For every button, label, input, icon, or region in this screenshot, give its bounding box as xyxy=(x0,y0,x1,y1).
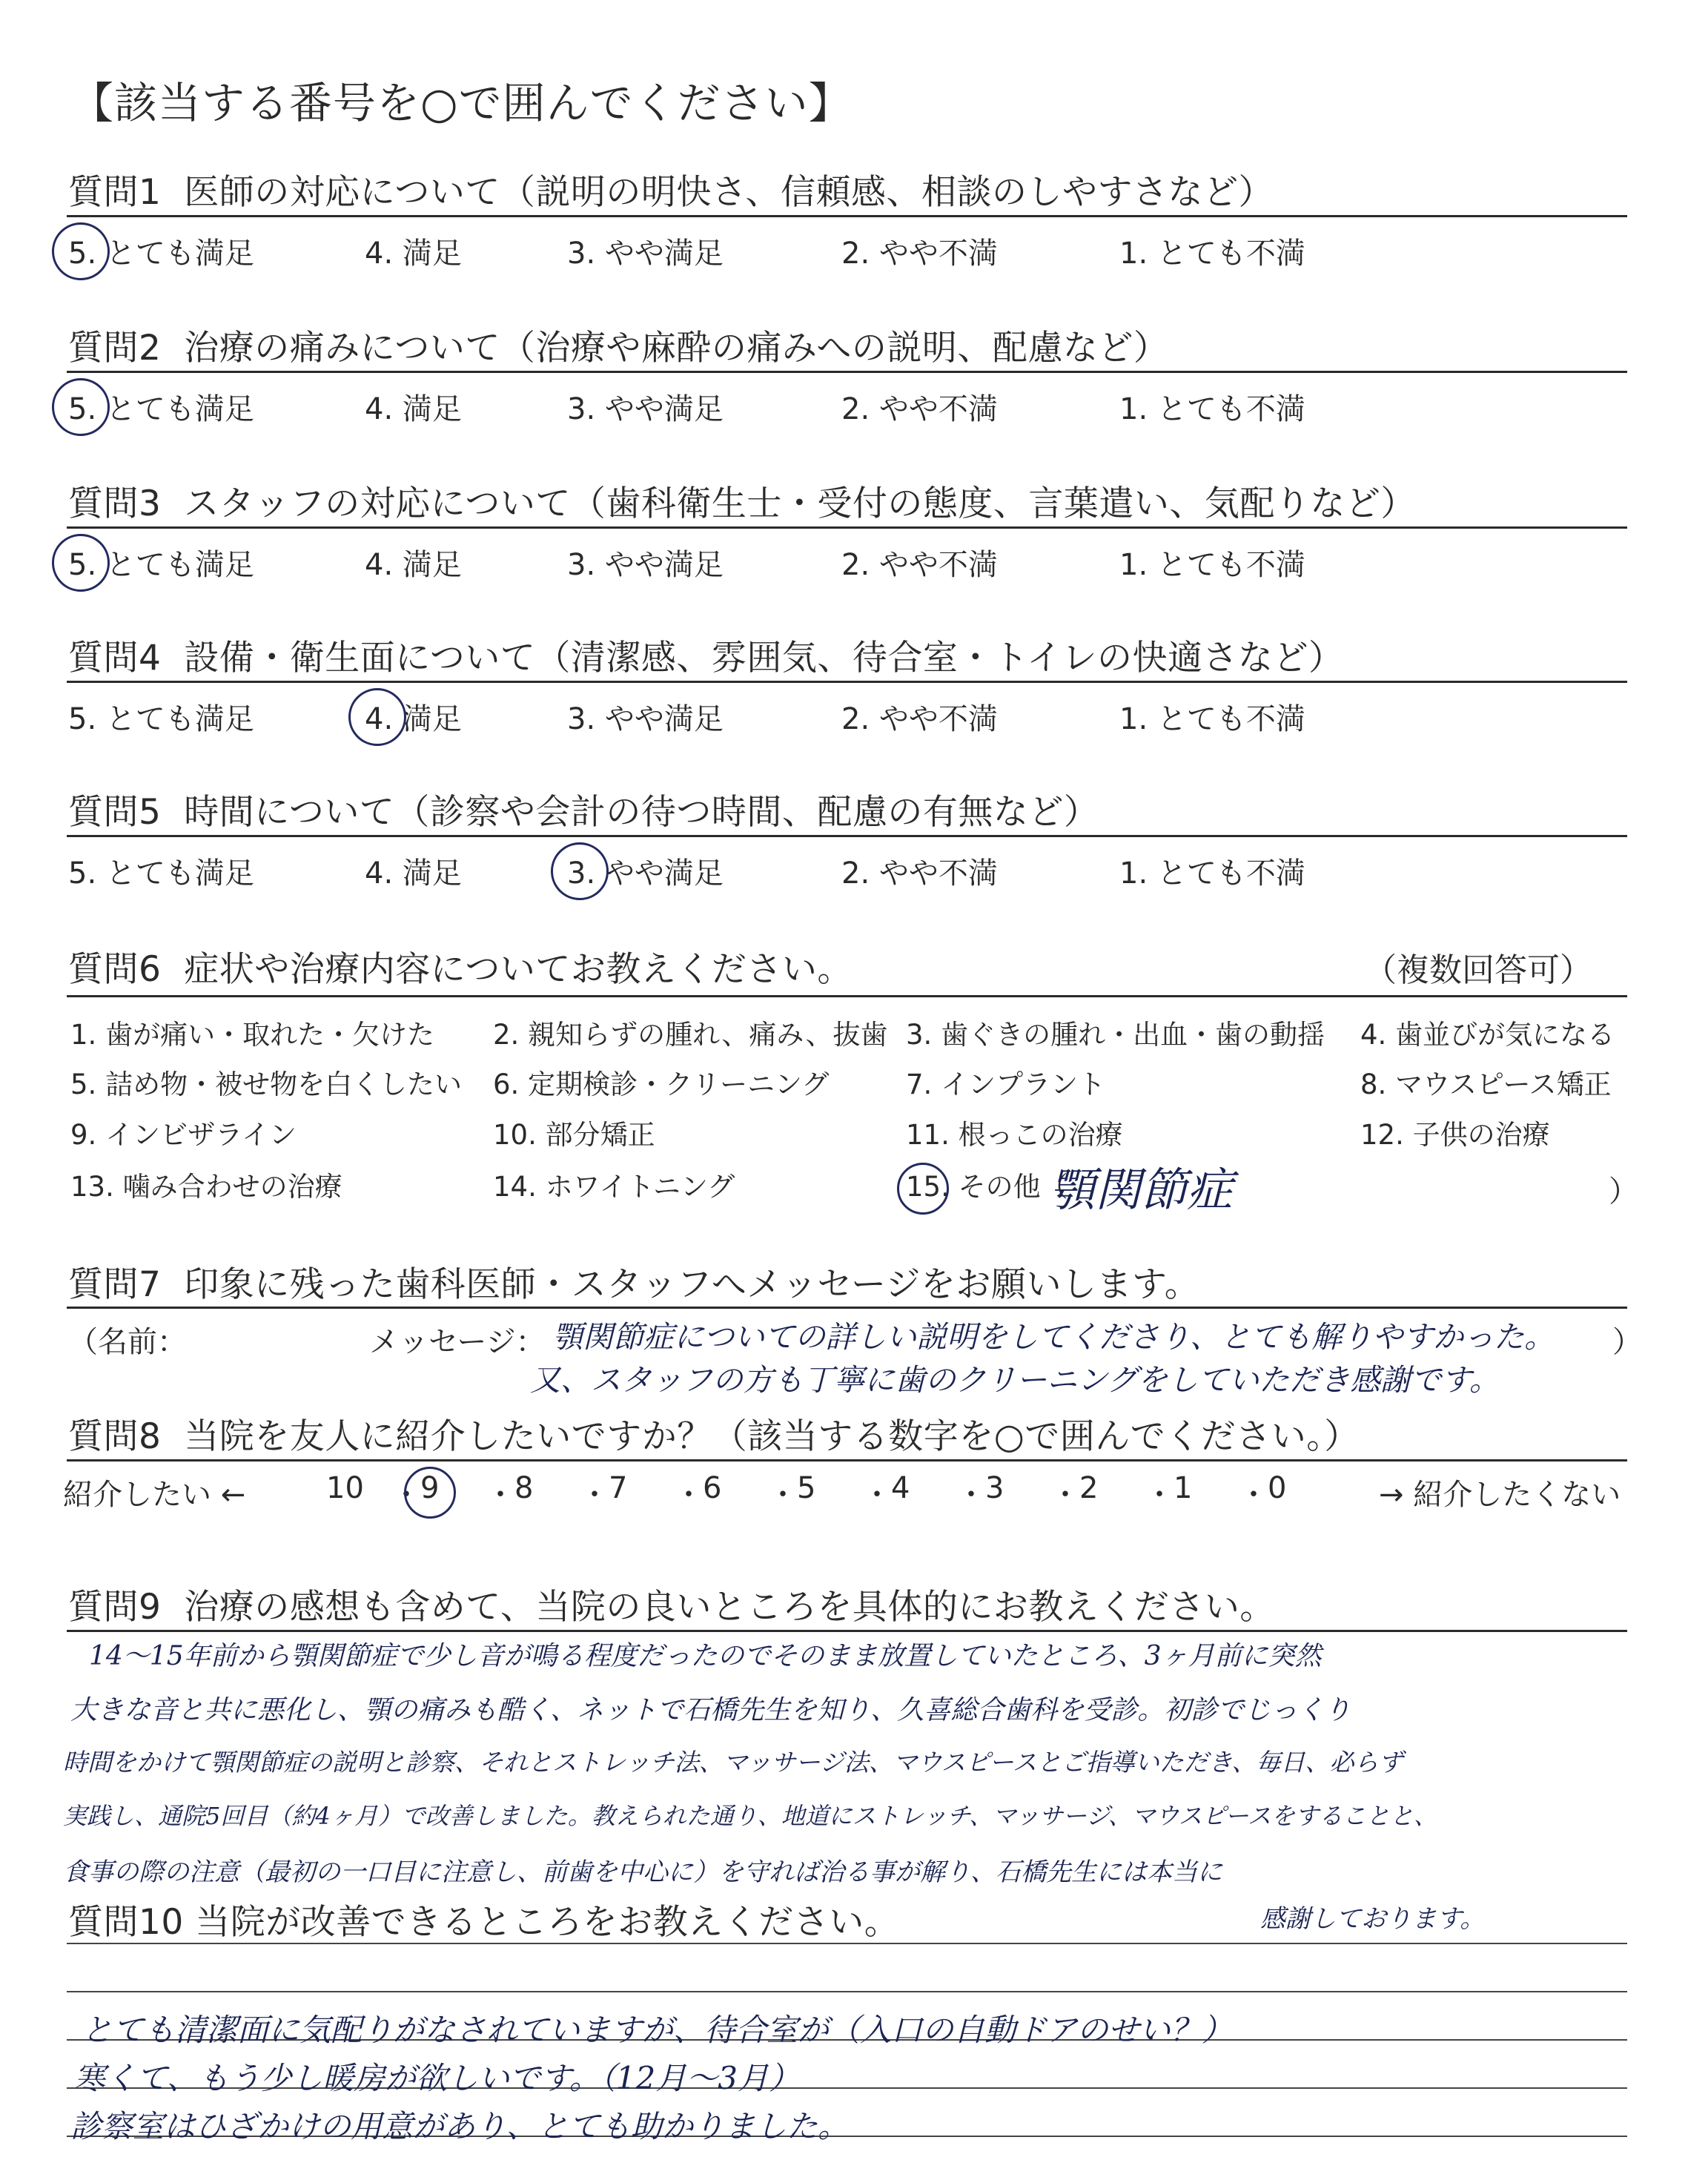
q6-heading xyxy=(68,942,853,991)
q8-scale-9[interactable]: 9 xyxy=(420,1471,440,1505)
q8-separator-dot: ・ xyxy=(1239,1478,1268,1512)
q7-message-line2: 又、スタッフの方も丁寧に歯のクリーニングをしていただき感謝です。 xyxy=(530,1362,1500,1398)
q6-option-7[interactable]: 7. インプラント xyxy=(906,1069,1106,1100)
q8-scale-5[interactable]: 5 xyxy=(797,1471,816,1505)
q7-label: 質問7 xyxy=(68,1264,162,1305)
q6-option-11[interactable]: 11. 根っこの治療 xyxy=(906,1119,1123,1151)
q10-text: 当院が改善できるところをお教えください。 xyxy=(195,1902,900,1943)
q2-option-1[interactable]: 1. とても不満 xyxy=(1119,392,1305,426)
q8-scale-4[interactable]: 4 xyxy=(891,1471,910,1505)
q7-rule xyxy=(67,1307,1627,1309)
q7-text: 印象に残った歯科医師・スタッフへメッセージをお願いします。 xyxy=(184,1264,1200,1305)
q10-rule-2 xyxy=(67,1991,1627,1992)
q8-separator-dot: ・ xyxy=(486,1478,515,1512)
q8-separator-dot: ・ xyxy=(956,1478,986,1512)
q1-selection-circle xyxy=(52,222,110,280)
q2-heading xyxy=(68,320,1168,370)
q3-label: 質問3 xyxy=(68,483,162,524)
q3-heading xyxy=(68,476,1416,526)
q5-selection-circle xyxy=(551,842,609,900)
q10-line-2: 寒くて、もう少し暖房が欲しいです。（12月〜3月） xyxy=(74,2060,800,2096)
q6-selection-circle xyxy=(897,1163,949,1215)
q9-label: 質問9 xyxy=(68,1587,162,1628)
q9-heading xyxy=(68,1579,1275,1629)
q8-separator-dot: ・ xyxy=(768,1478,798,1512)
q8-scale-10[interactable]: 10 xyxy=(326,1471,364,1505)
q10-heading xyxy=(68,1895,899,1944)
q10-rule-1 xyxy=(67,1943,1627,1944)
q5-option-3[interactable]: 3. やや満足 xyxy=(567,856,724,891)
q6-option-3[interactable]: 3. 歯ぐきの腫れ・出血・歯の動揺 xyxy=(906,1019,1325,1051)
q4-label: 質問4 xyxy=(68,638,162,678)
q8-separator-dot: ・ xyxy=(862,1478,892,1512)
q6-option-14[interactable]: 14. ホワイトニング xyxy=(493,1171,735,1203)
q3-selection-circle xyxy=(52,534,110,592)
q1-option-2[interactable]: 2. やや不満 xyxy=(841,237,998,271)
q5-option-2[interactable]: 2. やや不満 xyxy=(841,856,998,891)
q2-selection-circle xyxy=(52,378,110,436)
q6-option-1[interactable]: 1. 歯が痛い・取れた・欠けた xyxy=(70,1019,435,1051)
q4-selection-circle xyxy=(348,688,406,746)
q10-line-1: とても清潔面に気配りがなされていますが、待合室が（入口の自動ドアのせい？） xyxy=(82,2012,1233,2048)
q3-option-4[interactable]: 4. 満足 xyxy=(365,548,462,582)
q4-option-2[interactable]: 2. やや不満 xyxy=(841,702,998,736)
q2-rule xyxy=(67,371,1627,373)
q6-option-15[interactable]: 15. その他（ xyxy=(906,1171,1068,1203)
q8-scale-6[interactable]: 6 xyxy=(703,1471,722,1505)
q2-text: 治療の痛みについて（治療や麻酔の痛みへの説明、配慮など） xyxy=(184,328,1169,369)
q6-option-12[interactable]: 12. 子供の治療 xyxy=(1360,1119,1550,1151)
q8-heading xyxy=(68,1409,1360,1459)
q8-scale-0[interactable]: 0 xyxy=(1268,1471,1287,1505)
q8-label: 質問8 xyxy=(68,1416,162,1457)
q8-separator-dot: ・ xyxy=(674,1478,704,1512)
q2-option-5[interactable]: 5. とても満足 xyxy=(68,392,254,426)
q9-line-2: 大きな音と共に悪化し、顎の痛みも酷く、ネットで石橋先生を知り、久喜総合歯科を受診。初診でじっくり xyxy=(70,1695,1351,1725)
q8-text: 当院を友人に紹介したいですか？（該当する数字を○で囲んでください。） xyxy=(184,1416,1360,1457)
q1-rule xyxy=(67,215,1627,217)
q9-line-4: 実践し、通院5回目（約4ヶ月）で改善しました。教えられた通り、地道にストレッチ、マッサージ、マウスピースをすることと、 xyxy=(63,1802,1437,1830)
q10-line-3: 診察室はひざかけの用意があり、とても助かりました。 xyxy=(70,2108,850,2144)
q8-selection-circle xyxy=(404,1467,456,1519)
q9-rule xyxy=(67,1630,1627,1632)
q6-text: 症状や治療内容についてお教えください。 xyxy=(184,949,853,990)
q4-option-3[interactable]: 3. やや満足 xyxy=(567,702,724,736)
q6-rule xyxy=(67,995,1627,997)
q8-rule xyxy=(67,1459,1627,1462)
q9-line-6: 感謝しております。 xyxy=(1260,1904,1486,1934)
q2-label: 質問2 xyxy=(68,328,162,369)
q9-text: 治療の感想も含めて、当院の良いところを具体的にお教えください。 xyxy=(184,1587,1275,1628)
q8-scale-1[interactable]: 1 xyxy=(1174,1471,1193,1505)
q4-option-5[interactable]: 5. とても満足 xyxy=(68,702,254,736)
q4-rule xyxy=(67,681,1627,683)
q2-option-2[interactable]: 2. やや不満 xyxy=(841,392,998,426)
q5-rule xyxy=(67,835,1627,837)
q5-option-4[interactable]: 4. 満足 xyxy=(365,856,462,891)
q7-message-line1: 顎関節症についての詳しい説明をしてくださり、とても解りやすかった。 xyxy=(552,1319,1555,1355)
q3-option-5[interactable]: 5. とても満足 xyxy=(68,548,254,582)
q5-option-5[interactable]: 5. とても満足 xyxy=(68,856,254,891)
q1-option-3[interactable]: 3. やや満足 xyxy=(567,237,724,271)
q8-separator-dot: ・ xyxy=(391,1478,421,1512)
q7-name-label: （名前： xyxy=(68,1325,187,1359)
q7-message-label: メッセージ： xyxy=(369,1325,546,1359)
q6-option-5[interactable]: 5. 詰め物・被せ物を白くしたい xyxy=(70,1069,463,1100)
q6-option-4[interactable]: 4. 歯並びが気になる xyxy=(1360,1019,1615,1051)
q4-heading xyxy=(68,630,1344,680)
q8-scale-8[interactable]: 8 xyxy=(514,1471,534,1505)
q6-option-6[interactable]: 6. 定期検診・クリーニング xyxy=(493,1069,830,1100)
q1-option-5[interactable]: 5. とても満足 xyxy=(68,237,254,271)
q9-line-1: 14〜15年前から顎関節症で少し音が鳴る程度だったのでそのまま放置していたところ、3ヶ月前に突然 xyxy=(89,1641,1322,1671)
q5-heading xyxy=(68,785,1099,834)
q6-close-paren: ） xyxy=(1609,1175,1638,1209)
q3-option-3[interactable]: 3. やや満足 xyxy=(567,548,724,582)
q8-scale-2[interactable]: 2 xyxy=(1079,1471,1099,1505)
q7-heading xyxy=(68,1257,1199,1307)
q10-label: 質問10 xyxy=(68,1902,184,1943)
q8-right-label: → 紹介したくない xyxy=(1379,1478,1621,1512)
q7-close-paren: ） xyxy=(1612,1325,1642,1359)
q8-scale-7[interactable]: 7 xyxy=(609,1471,628,1505)
page-title: 【該当する番号を○で囲んでください】 xyxy=(70,78,853,128)
q6-label: 質問6 xyxy=(68,949,162,990)
q3-rule xyxy=(67,526,1627,529)
q6-option-13[interactable]: 13. 噛み合わせの治療 xyxy=(70,1171,342,1203)
q3-text: スタッフの対応について（歯科衛生士・受付の態度、言葉遣い、気配りなど） xyxy=(184,483,1416,524)
q2-option-3[interactable]: 3. やや満足 xyxy=(567,392,724,426)
q5-option-1[interactable]: 1. とても不満 xyxy=(1119,856,1305,891)
q8-left-label: 紹介したい ← xyxy=(63,1478,246,1512)
q4-option-1[interactable]: 1. とても不満 xyxy=(1119,702,1305,736)
q6-option-8[interactable]: 8. マウスピース矯正 xyxy=(1360,1069,1612,1100)
q9-line-3: 時間をかけて顎関節症の説明と診察、それとストレッチ法、マッサージ法、マウスピースとご指導いただき、毎日、必らず xyxy=(63,1748,1403,1777)
q8-separator-dot: ・ xyxy=(580,1478,609,1512)
q1-option-1[interactable]: 1. とても不満 xyxy=(1119,237,1305,271)
q1-text: 医師の対応について（説明の明快さ、信頼感、相談のしやすさなど） xyxy=(184,172,1274,213)
q1-option-4[interactable]: 4. 満足 xyxy=(365,237,462,271)
q8-scale-3[interactable]: 3 xyxy=(985,1471,1004,1505)
q9-line-5: 食事の際の注意（最初の一口目に注意し、前歯を中心に）を守れば治る事が解り、石橋先生には本当に xyxy=(63,1857,1222,1887)
q6-other-handwritten: 顎関節症 xyxy=(1049,1163,1234,1217)
q6-option-2[interactable]: 2. 親知らずの腫れ、痛み、抜歯 xyxy=(493,1019,888,1051)
q6-option-9[interactable]: 9. インビザライン xyxy=(70,1119,297,1151)
q5-label: 質問5 xyxy=(68,792,162,833)
q1-label: 質問1 xyxy=(68,172,162,213)
q2-option-4[interactable]: 4. 満足 xyxy=(365,392,462,426)
q1-heading xyxy=(68,165,1274,214)
q4-text: 設備・衛生面について（清潔感、雰囲気、待合室・トイレの快適さなど） xyxy=(184,638,1344,678)
q5-text: 時間について（診察や会計の待つ時間、配慮の有無など） xyxy=(184,792,1099,833)
q3-option-1[interactable]: 1. とても不満 xyxy=(1119,548,1305,582)
q6-note: （複数回答可） xyxy=(1364,951,1592,989)
q3-option-2[interactable]: 2. やや不満 xyxy=(841,548,998,582)
q6-option-10[interactable]: 10. 部分矯正 xyxy=(493,1119,655,1151)
q8-separator-dot: ・ xyxy=(1145,1478,1174,1512)
q8-separator-dot: ・ xyxy=(1050,1478,1080,1512)
q4-option-4[interactable]: 4. 満足 xyxy=(365,702,462,736)
